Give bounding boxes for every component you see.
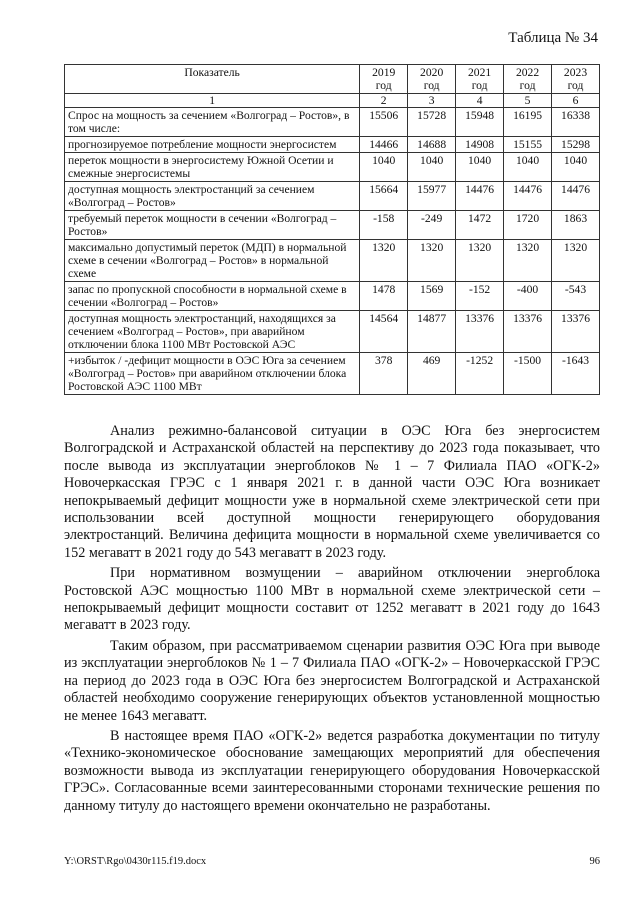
- table-row: [65, 311, 600, 353]
- value-cell: 14908: [456, 137, 504, 153]
- value-cell: 1863: [552, 211, 600, 240]
- value-cell: 15664: [360, 182, 408, 211]
- value-cell: 1040: [552, 153, 600, 182]
- index-cell: 5: [504, 94, 552, 108]
- value-cell: -158: [360, 211, 408, 240]
- row-label: требуемый переток мощности в сечении «Волгоград – Ростов»: [65, 211, 360, 240]
- table-row: [65, 153, 600, 182]
- row-label: доступная мощность электростанций, находящихся за сечением «Волгоград – Ростов», при аварийном отключении блока 1100 МВт Ростовской АЭС: [65, 311, 360, 353]
- table-row: [65, 211, 600, 240]
- table-row: [65, 240, 600, 282]
- index-cell: 1: [65, 94, 360, 108]
- value-cell: 15155: [504, 137, 552, 153]
- table-row: [65, 108, 600, 137]
- value-cell: 15506: [360, 108, 408, 137]
- value-cell: 1040: [456, 153, 504, 182]
- table-row: [65, 137, 600, 153]
- value-cell: 13376: [504, 311, 552, 353]
- value-cell: 1478: [360, 282, 408, 311]
- value-cell: -1252: [456, 353, 504, 395]
- table-caption: Таблица № 34: [508, 30, 598, 46]
- table-index-row: [65, 94, 600, 108]
- paragraph: При нормативном возмущении – аварийном отключении энергоблока Ростовской АЭС мощностью 1100 МВт в нормальной схеме электрической сети – непокрываемый дефицит мощности составит от 1252 мегаватт в 2021 году до 1643 мегаватт в 2023 году.: [64, 565, 600, 634]
- paragraph: Таким образом, при рассматриваемом сценарии развития ОЭС Юга при выводе из эксплуатации энергоблоков № 1 – 7 Филиала ПАО «ОГК-2» – Новочеркасской ГРЭС на период до 2023 года в ОЭС Юга без энергосистем Волгоградской и Астраханской областей необходимо сооружение генерирующих объектов установленной мощностью не менее 1643 мегаватт.: [64, 637, 600, 724]
- row-label: доступная мощность электростанций за сечением «Волгоград – Ростов»: [65, 182, 360, 211]
- column-header: 2021 год: [456, 65, 504, 94]
- value-cell: 14476: [552, 182, 600, 211]
- value-cell: 378: [360, 353, 408, 395]
- column-header: 2019 год: [360, 65, 408, 94]
- paragraph: Анализ режимно-балансовой ситуации в ОЭС Юга без энергосистем Волгоградской и Астраханской областей на перспективу до 2023 года показывает, что после вывода из эксплуатации энергоблоков № 1 – 7 Филиала ПАО «ОГК-2» Новочеркасская ГРЭС с 1 января 2021 г. в данной части ОЭС Юга возникает непокрываемый дефицит мощности уже в нормальной схеме электрической сети при использовании всей доступной мощности генерирующего оборудования электростанций. Величина дефицита мощности в нормальной схеме увеличивается со 152 мегаватт в 2021 году до 543 мегаватт в 2023 году.: [64, 423, 600, 561]
- value-cell: 469: [408, 353, 456, 395]
- value-cell: 1569: [408, 282, 456, 311]
- column-header: 2020 год: [408, 65, 456, 94]
- row-label: Спрос на мощность за сечением «Волгоград – Ростов», в том числе:: [65, 108, 360, 137]
- value-cell: 1040: [408, 153, 456, 182]
- file-path: Y:\ORST\Rgo\0430r115.f19.docx: [64, 856, 207, 867]
- value-cell: 16195: [504, 108, 552, 137]
- value-cell: -543: [552, 282, 600, 311]
- value-cell: 14466: [360, 137, 408, 153]
- index-cell: 4: [456, 94, 504, 108]
- value-cell: -1643: [552, 353, 600, 395]
- value-cell: 1040: [504, 153, 552, 182]
- index-cell: 6: [552, 94, 600, 108]
- value-cell: 14564: [360, 311, 408, 353]
- value-cell: 1040: [360, 153, 408, 182]
- value-cell: 1720: [504, 211, 552, 240]
- row-label: запас по пропускной способности в нормальной схеме в сечении «Волгоград – Ростов»: [65, 282, 360, 311]
- value-cell: 1320: [360, 240, 408, 282]
- column-header: 2023 год: [552, 65, 600, 94]
- value-cell: 14688: [408, 137, 456, 153]
- value-cell: 1320: [456, 240, 504, 282]
- value-cell: 16338: [552, 108, 600, 137]
- row-label: прогнозируемое потребление мощности энергосистем: [65, 137, 360, 153]
- index-cell: 2: [360, 94, 408, 108]
- value-cell: 1472: [456, 211, 504, 240]
- value-cell: 13376: [456, 311, 504, 353]
- value-cell: 14877: [408, 311, 456, 353]
- value-cell: 1320: [408, 240, 456, 282]
- value-cell: 13376: [552, 311, 600, 353]
- value-cell: -152: [456, 282, 504, 311]
- data-table: [64, 64, 600, 395]
- row-label: +избыток / -дефицит мощности в ОЭС Юга за сечением «Волгоград – Ростов» при аварийном отключении блока Ростовской АЭС 1100 МВт: [65, 353, 360, 395]
- column-header: 2022 год: [504, 65, 552, 94]
- body-text: [64, 423, 600, 818]
- value-cell: 15977: [408, 182, 456, 211]
- page-footer: [64, 856, 600, 867]
- value-cell: 15728: [408, 108, 456, 137]
- index-cell: 3: [408, 94, 456, 108]
- page-number: 96: [589, 856, 600, 867]
- value-cell: 1320: [504, 240, 552, 282]
- column-header: Показатель: [65, 65, 360, 94]
- table-row: [65, 282, 600, 311]
- value-cell: 1320: [552, 240, 600, 282]
- value-cell: 15948: [456, 108, 504, 137]
- value-cell: -249: [408, 211, 456, 240]
- value-cell: -400: [504, 282, 552, 311]
- row-label: переток мощности в энергосистему Южной Осетии и смежные энергосистемы: [65, 153, 360, 182]
- value-cell: 14476: [504, 182, 552, 211]
- row-label: максимально допустимый переток (МДП) в нормальной схеме в сечении «Волгоград – Ростов» в нормальной схеме: [65, 240, 360, 282]
- value-cell: -1500: [504, 353, 552, 395]
- table-header-row: [65, 65, 600, 94]
- table-row: [65, 353, 600, 395]
- value-cell: 14476: [456, 182, 504, 211]
- value-cell: 15298: [552, 137, 600, 153]
- table-row: [65, 182, 600, 211]
- paragraph: В настоящее время ПАО «ОГК-2» ведется разработка документации по титулу «Технико-экономическое обоснование замещающих мероприятий для обеспечения возможности вывода из эксплуатации генерирующего оборудования Новочеркасской ГРЭС». Согласованные всеми заинтересованными сторонами технические решения по данному титулу до настоящего времени окончательно не разработаны.: [64, 727, 600, 814]
